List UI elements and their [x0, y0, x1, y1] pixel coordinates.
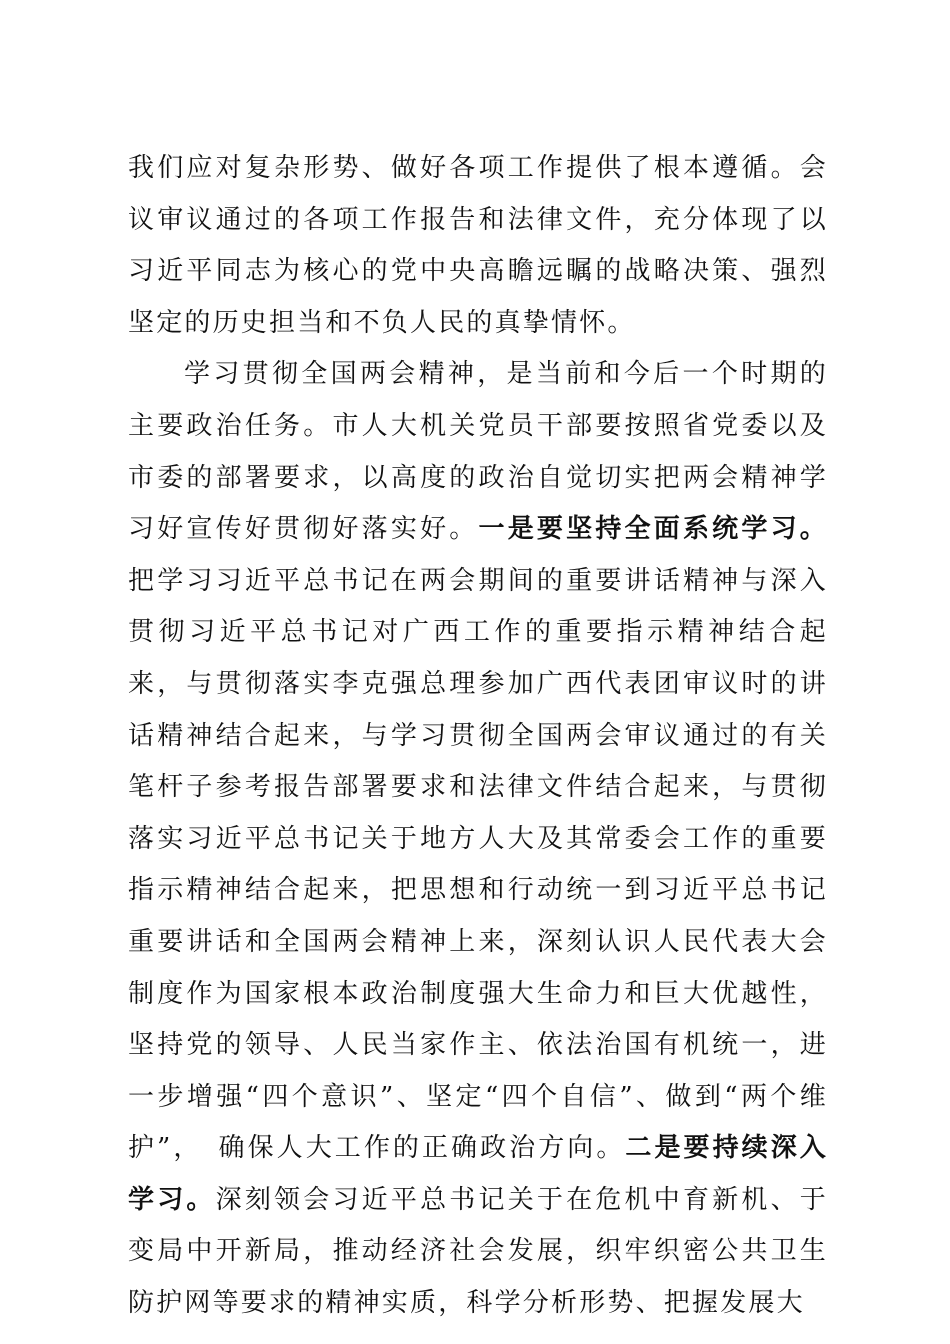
document-body — [128, 143, 828, 1330]
point-two-heading: 二是要持续深入学习。 — [128, 1133, 828, 1215]
point-one-body: 把学习习近平总书记在两会期间的重要讲话精神与深入贯彻习近平总书记对广西工作的重要指示精神结合起来，与贯彻落实李克强总理参加广西代表团审议时的讲话精神结合起来，与学习贯彻全国两会审议通过的有关笔杆子参考报告部署要求和法律文件结合起来，与贯彻落实习近平总书记关于地方人大及其常委会工作的重要指示精神结合起来，把思想和行动统一到习近平总书记重要讲话和全国两会精神上来，深刻认识人民代表大会制度作为国家根本政治制度强大生命力和巨大优越性，坚持党的领导、人民当家作主、依法治国有机统一，进一步增强“四个意识”、坚定“四个自信”、做到“两个维护”， 确保人大工作的正确政治方向。 — [128, 565, 828, 1164]
paragraph-continuation — [128, 143, 828, 349]
paragraph-text: 我们应对复杂形势、做好各项工作提供了根本遵循。会议审议通过的各项工作报告和法律文件，充分体现了以习近平同志为核心的党中央高瞻远瞩的战略决策、强烈坚定的历史担当和不负人民的真挚情怀。 — [128, 153, 828, 338]
paragraph-study-two-sessions — [128, 349, 828, 1329]
point-two-body: 深刻领会习近平总书记关于在危机中育新机、于变局中开新局，推动经济社会发展，织牢织密公共卫生防护网等要求的精神实质，科学分析形势、把握发展大 — [128, 1184, 828, 1319]
paragraph-intro: 学习贯彻全国两会精神，是当前和今后一个时期的主要政治任务。市人大机关党员干部要按照省党委以及市委的部署要求，以高度的政治自觉切实把两会精神学习好宣传好贯彻好落实好。 — [128, 359, 828, 545]
point-one-heading: 一是要坚持全面系统学习。 — [478, 514, 828, 545]
